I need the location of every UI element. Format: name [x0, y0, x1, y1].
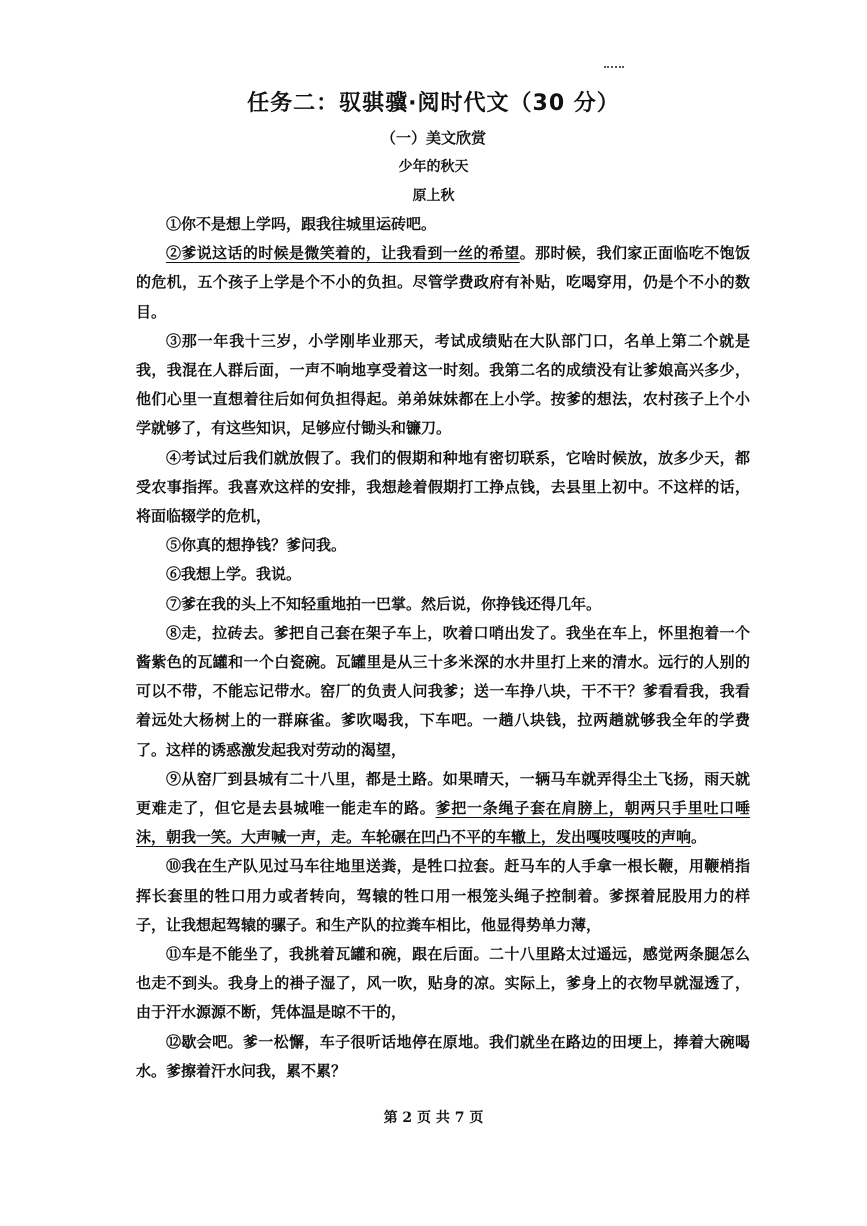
- section-title: （一）美文欣赏: [380, 129, 486, 147]
- paragraph-text: ①你不是想上学吗，跟我往城里运砖吧。: [166, 215, 437, 233]
- essay-body: [136, 210, 750, 1086]
- paragraph-12: [136, 1028, 750, 1086]
- essay-title: 少年的秋天: [398, 159, 469, 175]
- paragraph-text: ⑫歇会吧。爹一松懈，车子很听话地停在原地。我们就坐在路边的田埂上，捧着大碗喝水。爹擦着汗水问我，累不累？: [136, 1032, 750, 1080]
- paragraph-text: ⑪车是不能坐了，我挑着瓦罐和碗，跟在后面。二十八里路太过遥远，感觉两条腿怎么也走不到头。我身上的褂子湿了，风一吹，贴身的凉。实际上，爹身上的衣物早就湿透了，由于汗水源源不断，凭体温是晾不干的，: [136, 945, 750, 1022]
- paragraph-2: [136, 239, 750, 327]
- scan-artifact: [604, 66, 624, 72]
- paragraph-text: 。: [691, 828, 707, 847]
- paragraph-text: ⑦爹在我的头上不知轻重地拍一巴掌。然后说，你挣钱还得几年。: [166, 594, 602, 613]
- paragraph-text: 。那时候，我们家正面临吃不饱饭的危机，五个孩子上学是个不小的负担。尽管学费政府有补贴，吃喝穿用，仍是个不小的数目。: [136, 244, 750, 321]
- paragraph-5: [136, 531, 750, 560]
- essay-author: 原上秋: [412, 188, 455, 204]
- paragraph-text: ⑥我想上学。我说。: [166, 565, 302, 584]
- paragraph-text: ④考试过后我们就放假了。我们的假期和种地有密切联系，它啥时候放，放多少天，都受农事指挥。我喜欢这样的安排，我想趁着假期打工挣点钱，去县里上初中。不这样的话，将面临辍学的危机，: [136, 448, 750, 526]
- paragraph-text: ⑧走，拉砖去。爹把自己套在架子车上，吹着口哨出发了。我坐在车上，怀里抱着一个酱紫色的瓦罐和一个白瓷碗。瓦罐里是从三十多米深的水井里打上来的清水。远行的人别的可以不带，不能忘记带水。窑厂的负责人问我爹；送一车挣八块，干不干？爹看看我，我看着远处大杨树上的一群麻雀。爹吹喝我，下车吧。一趟八块钱，拉两趟就够我全年的学费了。这样的诱惑激发起我对劳动的渴望，: [136, 623, 750, 759]
- paragraph-11: [136, 940, 750, 1028]
- paragraph-6: [136, 560, 750, 589]
- paragraph-3: [136, 327, 750, 444]
- paragraph-10: [136, 852, 750, 940]
- paragraph-text: ⑤你真的想挣钱？爹问我。: [166, 536, 347, 555]
- paragraph-7: [136, 590, 750, 619]
- page-number: 第 2 页 共 7 页: [383, 1110, 484, 1126]
- underlined-sentence: ②爹说这话的时候是微笑着的，让我看到一丝的希望: [166, 244, 520, 263]
- paragraph-text: ⑩我在生产队见过马车往地里送粪，是牲口拉套。赶马车的人手拿一根长鞭，用鞭梢指挥长套里的牲口用力或者转向，驾辕的牲口用一根笼头绳子控制着。爹探着屁股用力的样子，让我想起驾辕的骡子。和生产队的拉粪车相比，他显得势单力薄，: [136, 857, 750, 934]
- underlined-sentence: 爹把一条绳子套在肩膀上，朝两只手里吐口唾沫，朝我一笑。大声喊一声，走。车轮碾在凹凸不平的车辙上，发出嘎吱嘎吱的声响: [136, 799, 750, 847]
- paragraph-1: [136, 210, 750, 239]
- paragraph-text: ③那一年我十三岁，小学刚毕业那天，考试成绩贴在大队部门口，名单上第二个就是我，我混在人群后面，一声不响地享受着这一时刻。我第二名的成绩没有让爹娘高兴多少，他们心里一直想着往后如何负担得起。弟弟妹妹都在上小学。按爹的想法，农村孩子上个小学就够了，有这些知识，足够应付锄头和镰刀。: [136, 331, 750, 438]
- paragraph-4: [136, 444, 750, 532]
- task-title: 任务二：驭骐骥·阅时代文（30 分）: [247, 91, 620, 116]
- paragraph-8: [136, 619, 750, 765]
- paragraph-text: ⑨从窑厂到县城有二十八里，都是土路。如果晴天，一辆马车就弄得尘土飞扬，雨天就更难走了，但它是去县城唯一能走车的路。: [136, 769, 750, 818]
- paragraph-9: [136, 765, 750, 853]
